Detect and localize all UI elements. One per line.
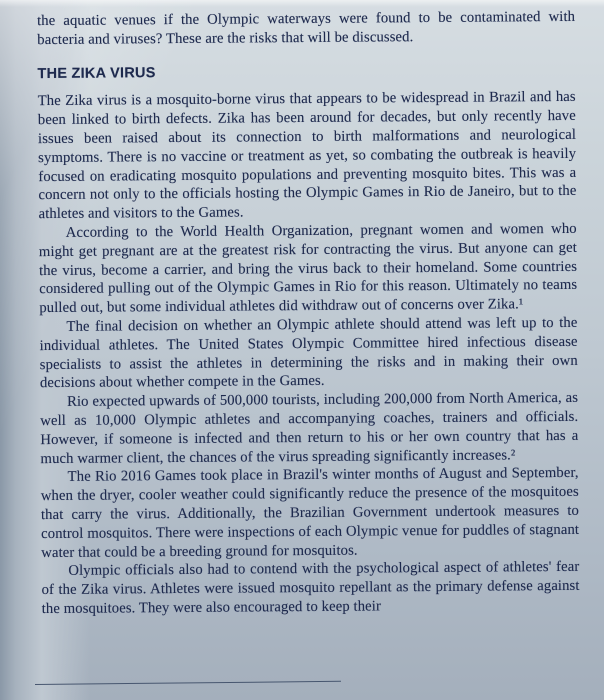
page-content [37,8,580,619]
paragraph: According to the World Health Organization, pregnant women and women who might get pregnant are at the greatest risk for contracting the virus. But anyone can get the virus, become a carrier, and bring the virus back to their homeland. Some countries considered pulling out of the Olympic Games in Rio for this reason. Ultimately no teams pulled out, but some individual athletes did withdraw out of concerns over Zika.¹ [38,220,578,317]
paragraph: The final decision on whether an Olympic athlete should attend was left up to the individual athletes. The United States Olympic Committee hired infectious disease specialists to assist the athletes in determining the risks and in making their own decisions about whether compete in the Games. [39,314,578,392]
body-paragraphs [38,88,580,619]
intro-paragraph: the aquatic venues if the Olympic waterways were found to be contaminated with bacteria and viruses? These are the risks that will be discussed. [37,8,576,48]
paragraph: Rio expected upwards of 500,000 tourists, including 200,000 from North America, as well as 10,000 Olympic athletes and accompanying coaches, trainers and officials. However, if someone is infected and then return to his or her own country that has a much warmer client, the chances of the virus spreading significantly increases.² [40,389,579,467]
paragraph: Olympic officials also had to contend with the psychological aspect of athletes' fear of the Zika virus. Athletes were issued mosquito repellant as the primary defense against the mosquitoes. They were also encouraged to keep their [41,559,580,617]
section-heading: THE ZIKA VIRUS [37,64,156,82]
footnote-separator [35,681,341,685]
paragraph: The Zika virus is a mosquito-borne virus that appears to be widespread in Brazil and has been linked to birth defects. Zika has been around for decades, but only recently have issues been raised about its connection to birth malformations and neurological symptoms. There is no vaccine or treatment as yet, so combating the outbreak is heavily focused on eradicating mosquito populations and preventing mosquito bites. This was a concern not only to the officials hosting the Olympic Games in Rio de Janeiro, but to the athletes and visitors to the Games. [37,89,577,223]
paragraph: The Rio 2016 Games took place in Brazil's winter months of August and September, when the dryer, cooler weather could significantly reduce the presence of the mosquitoes that carry the virus. Additionally, the Brazilian Government undertook measures to control mosquitos. There were inspections of each Olympic venue for puddles of stagnant water that could be a breeding ground for mosquitos. [40,465,580,561]
